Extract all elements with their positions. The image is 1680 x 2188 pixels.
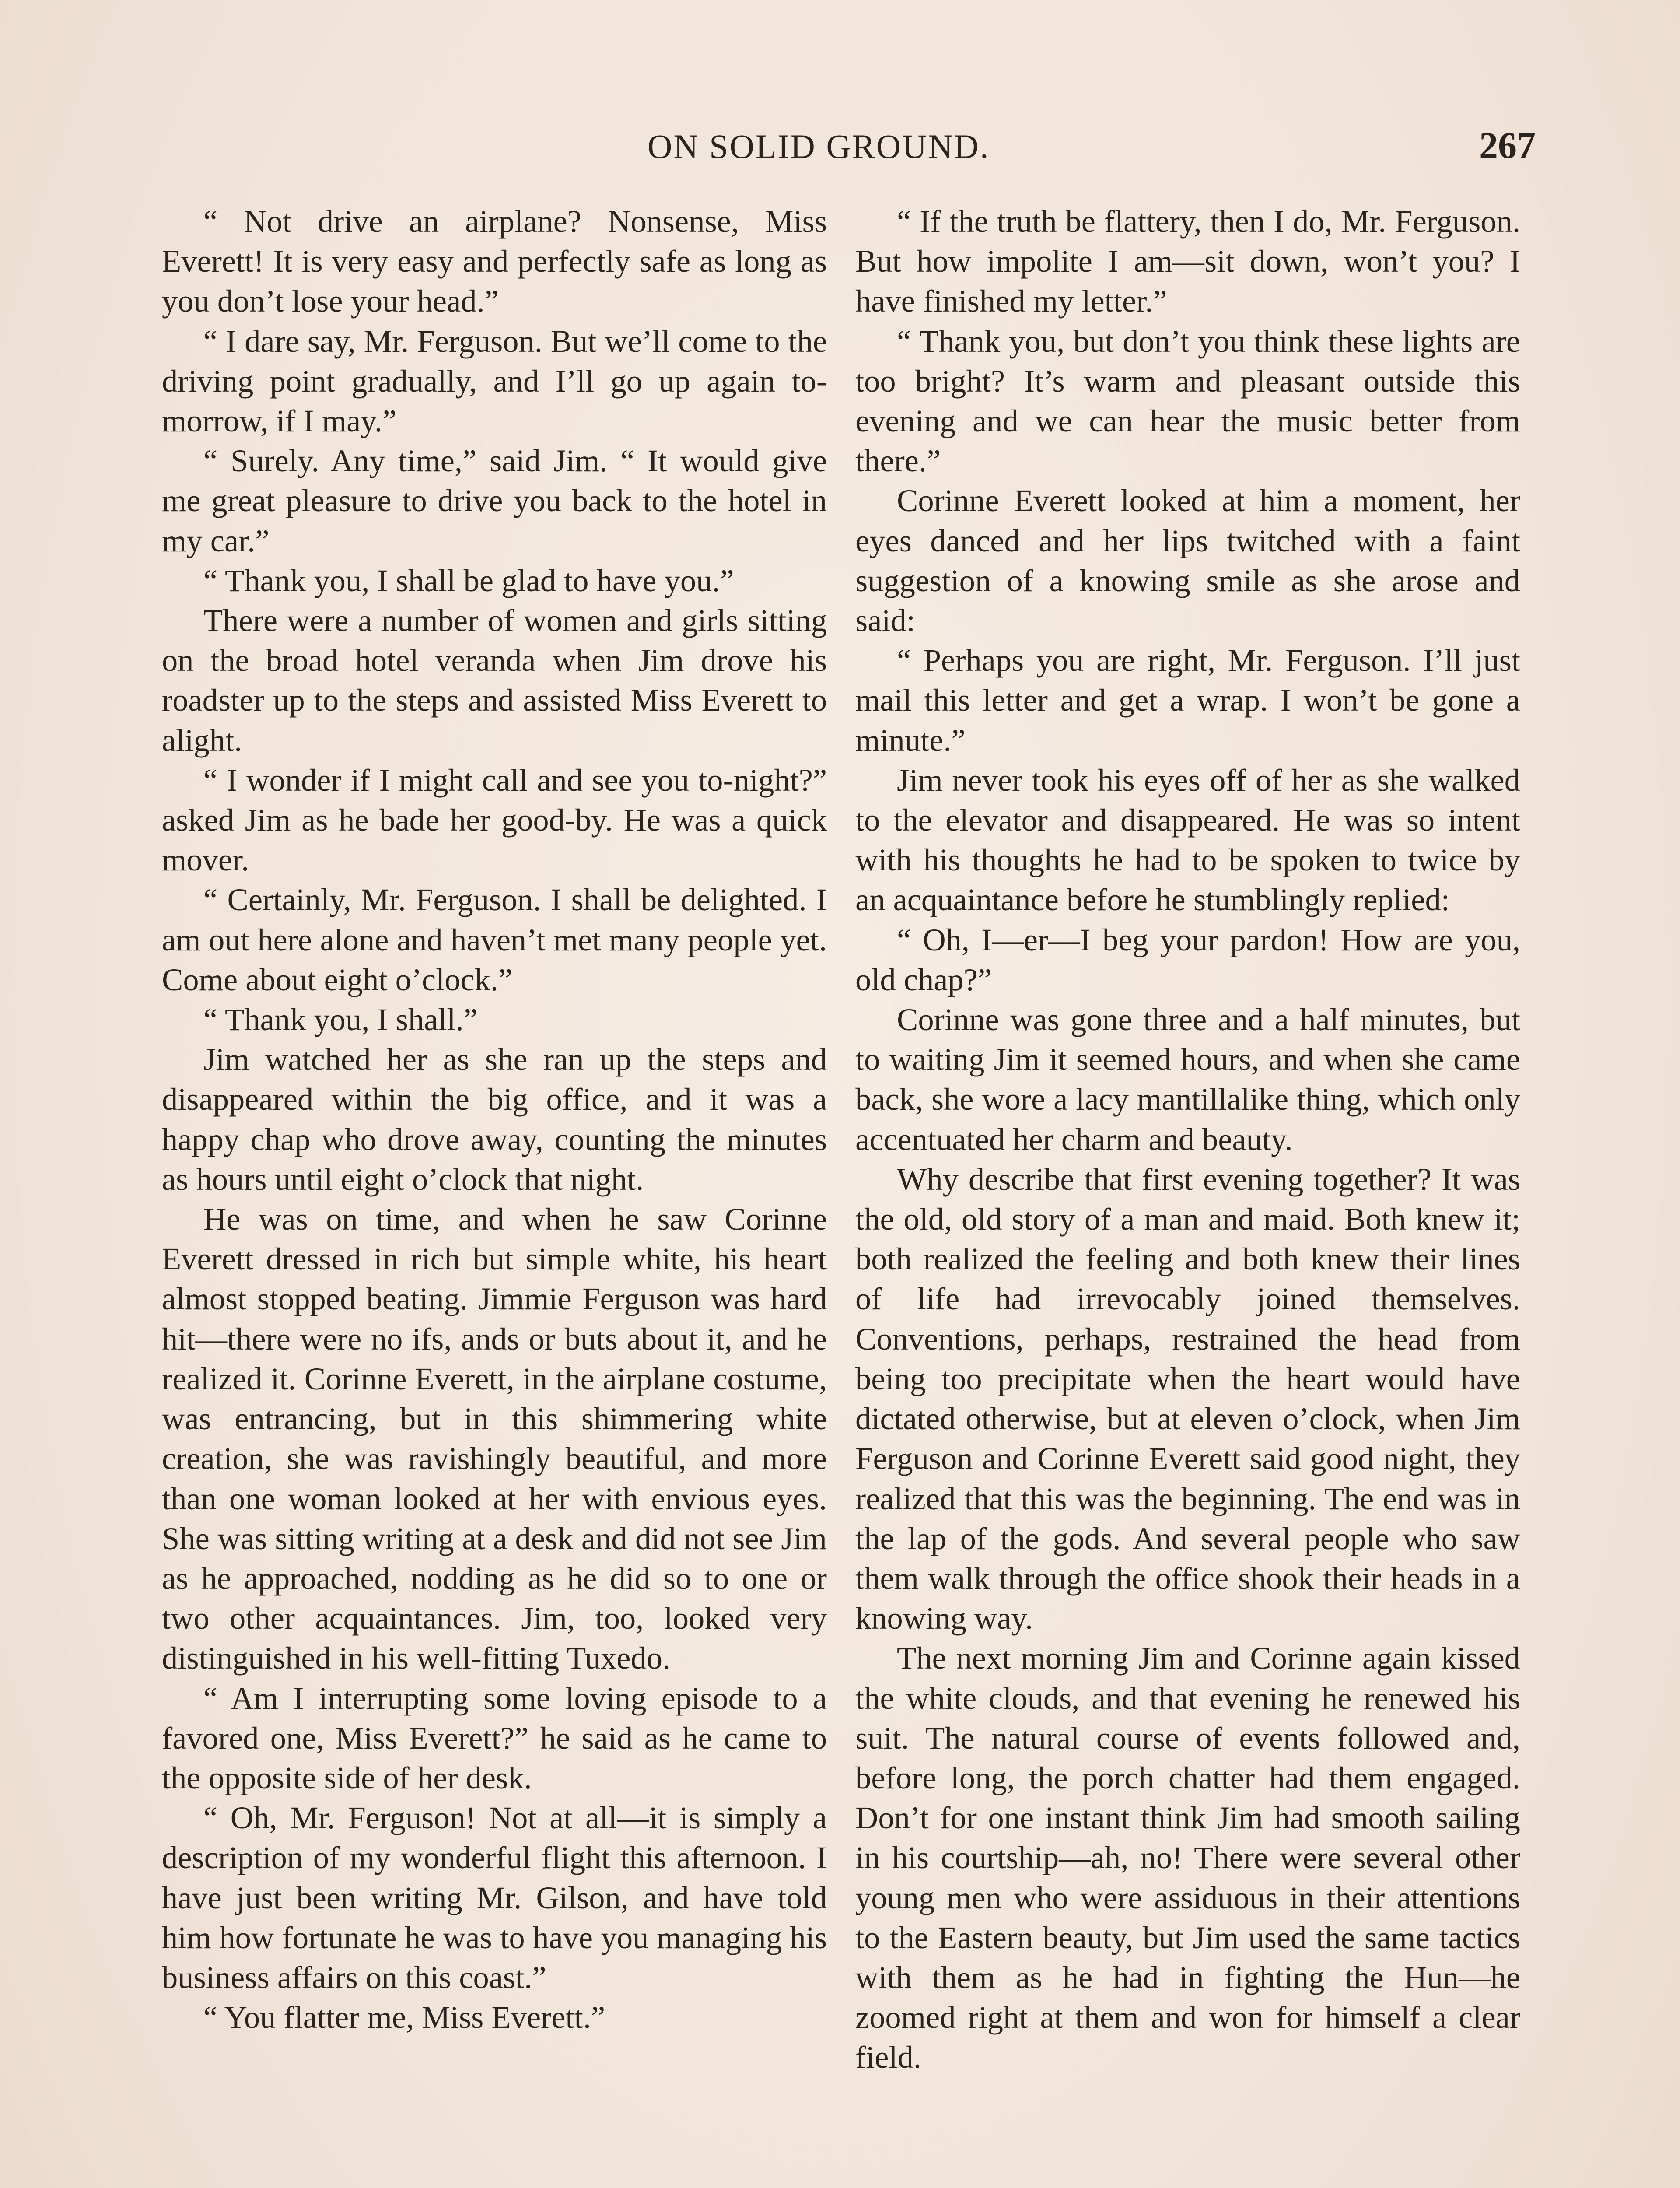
paragraph: Corinne was gone three and a half minutes, but to waiting Jim it seemed hours, and when she came back, she wore a lacy mantillalike thing, which only accentuated her charm and beauty. xyxy=(855,1002,1520,1157)
paragraph: Jim watched her as she ran up the steps and disappeared within the big office, and it was a happy chap who drove away, counting the minutes as hours until eight o’clock that night. xyxy=(162,1041,827,1197)
paragraph: “ I dare say, Mr. Ferguson. But we’ll come to the driving point gradually, and I’ll go up again to-morrow, if I may.” xyxy=(162,323,827,439)
paragraph: “ Thank you, but don’t you think these lights are too bright? It’s warm and pleasant outside this evening and we can hear the music better from there.” xyxy=(855,323,1520,479)
paragraph: “ Not drive an airplane? Nonsense, Miss Everett! It is very easy and perfectly safe as long as you don’t lose your head.” xyxy=(162,203,827,319)
paragraph: “ Thank you, I shall be glad to have you.” xyxy=(203,562,734,598)
paragraph: “ Oh, I—er—I beg your pardon! How are you, old chap?” xyxy=(855,922,1520,997)
paragraph: He was on time, and when he saw Corinne Everett dressed in rich but simple white, his heart almost stopped beating. Jimmie Ferguson was hard hit—there were no ifs, ands or buts about it, and he realized it. Corinne Everett, in the airplane costume, was entrancing, but in this shimmering white creation, she was ravishingly beautiful, and more than one woman looked at her with envious eyes. She was sitting writing at a desk and did not see Jim as he approached, nodding as he did so to one or two other acquaintances. Jim, too, looked very distinguished in his well-fitting Tuxedo. xyxy=(162,1201,827,1676)
paragraph: Corinne Everett looked at him a moment, her eyes danced and her lips twitched with a faint suggestion of a knowing smile as she arose and said: xyxy=(855,483,1520,638)
paragraph: “ Surely. Any time,” said Jim. “ It would give me great pleasure to drive you back to the hotel in my car.” xyxy=(162,443,827,558)
running-head: ON SOLID GROUND. xyxy=(648,127,990,165)
paragraph: Jim never took his eyes off of her as she walked to the elevator and disappeared. He was so intent with his thoughts he had to be spoken to twice by an acquaintance before he stumblingly replied: xyxy=(855,762,1520,918)
paragraph: “ Certainly, Mr. Ferguson. I shall be delighted. I am out here alone and haven’t met many people yet. Come about eight o’clock.” xyxy=(162,882,827,997)
page-header xyxy=(166,124,1536,179)
paragraph: The next morning Jim and Corinne again kissed the white clouds, and that evening he renewed his suit. The natural course of events followed and, before long, the porch chatter had them engaged. Don’t for one instant think Jim had smooth sailing in his courtship—ah, no! There were several other young men who were assiduous in their attentions to the Eastern beauty, but Jim used the same tactics with them as he had in fighting the Hun—he zoomed right at them and won for himself a clear field. xyxy=(855,1640,1520,2075)
paragraph: “ Oh, Mr. Ferguson! Not at all—it is simply a description of my wonderful flight this afternoon. I have just been writing Mr. Gilson, and have told him how fortunate he was to have you managing his business affairs on this coast.” xyxy=(162,1800,827,1995)
paragraph: Why describe that first evening together? It was the old, old story of a man and maid. Both knew it; both realized the feeling and both knew their lines of life had irrevocably joined themselves. Conventions, perhaps, restrained the head from being too precipitate when the heart would have dictated otherwise, but at eleven o’clock, when Jim Ferguson and Corinne Everett said good night, they realized that this was the beginning. The end was in the lap of the gods. And several people who saw them walk through the office shook their heads in a knowing way. xyxy=(855,1161,1520,1636)
paragraph: “ I wonder if I might call and see you to-night?” asked Jim as he bade her good-by. He was a quick mover. xyxy=(162,762,827,878)
page-number: 267 xyxy=(1479,124,1536,166)
paragraph: “ Am I interrupting some loving episode to a favored one, Miss Everett?” he said as he came to the opposite side of her desk. xyxy=(162,1680,827,1795)
paragraph: “ Thank you, I shall.” xyxy=(203,1002,478,1038)
left-column xyxy=(162,201,827,2037)
paragraph: “ If the truth be flattery, then I do, Mr. Ferguson. But how impolite I am—sit down, won’t you? I have finished my letter.” xyxy=(855,203,1520,319)
paragraph: “ Perhaps you are right, Mr. Ferguson. I’ll just mail this letter and get a wrap. I won’t be gone a minute.” xyxy=(855,642,1520,758)
paragraph: There were a number of women and girls sitting on the broad hotel veranda when Jim drove his roadster up to the steps and assisted Miss Everett to alight. xyxy=(162,603,827,758)
paragraph: “ You flatter me, Miss Everett.” xyxy=(203,1999,606,2035)
right-column xyxy=(855,201,1520,2077)
